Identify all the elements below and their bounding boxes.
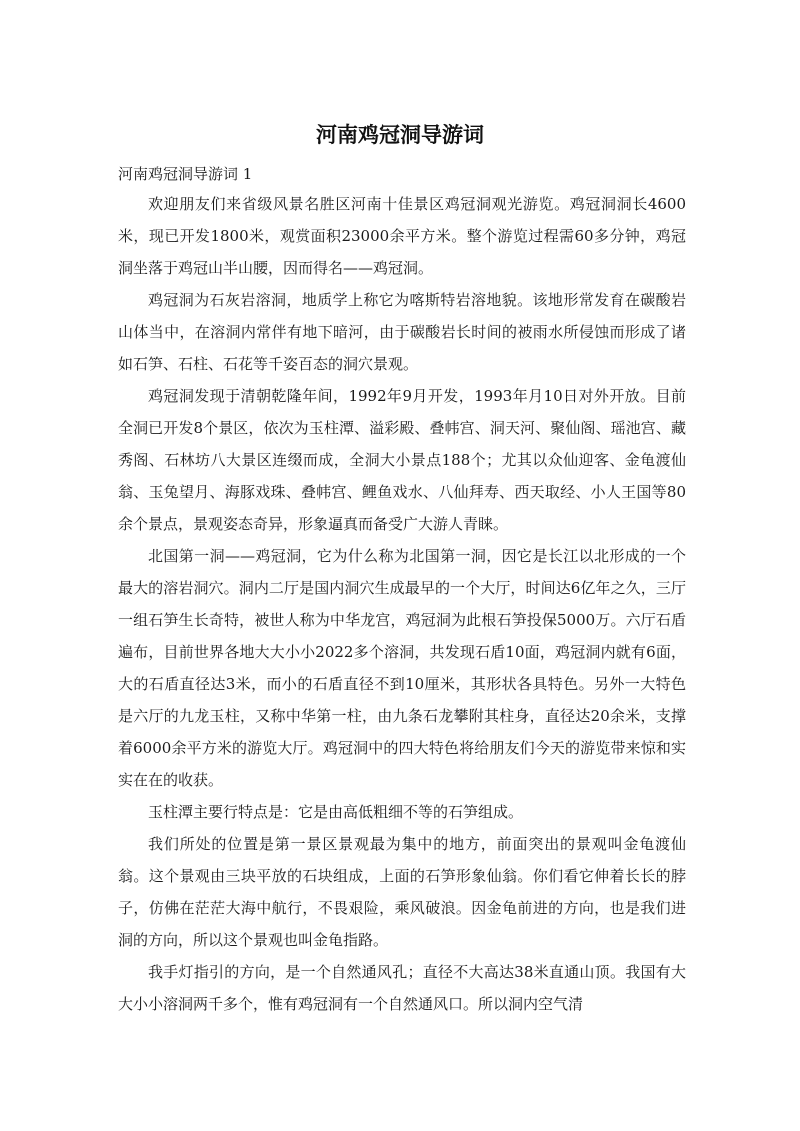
document-title: 河南鸡冠洞导游词	[316, 123, 484, 147]
paragraph-history: 鸡冠洞发现于清朝乾隆年间，1992年9月开发，1993年月10日对外开放。目前全洞已开发8个景区，依次为玉柱潭、溢彩殿、叠帏宫、洞天河、聚仙阁、瑶池宫、藏秀阁、石林坊八大景区连缀而成，全洞大小景点188个；尤其以众仙迎客、金龟渡仙翁、玉兔望月、海豚戏珠、叠帏宫、鲤鱼戏水、八仙拜寿、西天取经、小人王国等80余个景点，景观姿态奇异，形象逼真而备受广大游人青睐。	[118, 387, 686, 533]
paragraph-geology: 鸡冠洞为石灰岩溶洞，地质学上称它为喀斯特岩溶地貌。该地形常发育在碳酸岩山体当中，在溶洞内常伴有地下暗河，由于碳酸岩长时间的被雨水所侵蚀而形成了诸如石笋、石柱、石花等千姿百态的洞穴景观。	[118, 291, 686, 373]
paragraph-ventilation: 我手灯指引的方向，是一个自然通风孔；直径不大高达38米直通山顶。我国有大大小小溶洞两千多个，惟有鸡冠洞有一个自然通风口。所以洞内空气清	[118, 963, 686, 1013]
document-body	[118, 160, 686, 1020]
section-heading: 河南鸡冠洞导游词 1	[118, 165, 253, 183]
paragraph-yuzhutan: 玉柱潭主要行特点是：它是由高低粗细不等的石笋组成。	[148, 803, 524, 821]
paragraph-features: 北国第一洞——鸡冠洞，它为什么称为北国第一洞，因它是长江以北形成的一个最大的溶岩洞穴。洞内二厅是国内洞穴生成最早的一个大厅，时间达6亿年之久，三厅一组石笋生长奇特，被世人称为中华龙宫，鸡冠洞为此根石笋投保5000万。六厅石盾遍布，目前世界各地大大小小2022多个溶洞，共发现石盾10面，鸡冠洞内就有6面，大的石盾直径达3米，而小的石盾直径不到10厘米，其形状各具特色。另外一大特色是六厅的九龙玉柱，又称中华第一柱，由九条石龙攀附其柱身，直径达20余米，支撑着6000余平方米的游览大厅。鸡冠洞中的四大特色将给朋友们今天的游览带来惊和实实在在的收获。	[118, 547, 686, 789]
paragraph-intro: 欢迎朋友们来省级风景名胜区河南十佳景区鸡冠洞观光游览。鸡冠洞洞长4600米，现已开发1800米，观赏面积23000余平方米。整个游览过程需60多分钟，鸡冠洞坐落于鸡冠山半山腰，因而得名——鸡冠洞。	[118, 195, 686, 277]
paragraph-golden-turtle: 我们所处的位置是第一景区景观最为集中的地方，前面突出的景观叫金龟渡仙翁。这个景观由三块平放的石块组成，上面的石笋形象仙翁。你们看它伸着长长的脖子，仿佛在茫茫大海中航行，不畏艰险，乘风破浪。因金龟前进的方向，也是我们进洞的方向，所以这个景观也叫金龟指路。	[118, 835, 686, 949]
